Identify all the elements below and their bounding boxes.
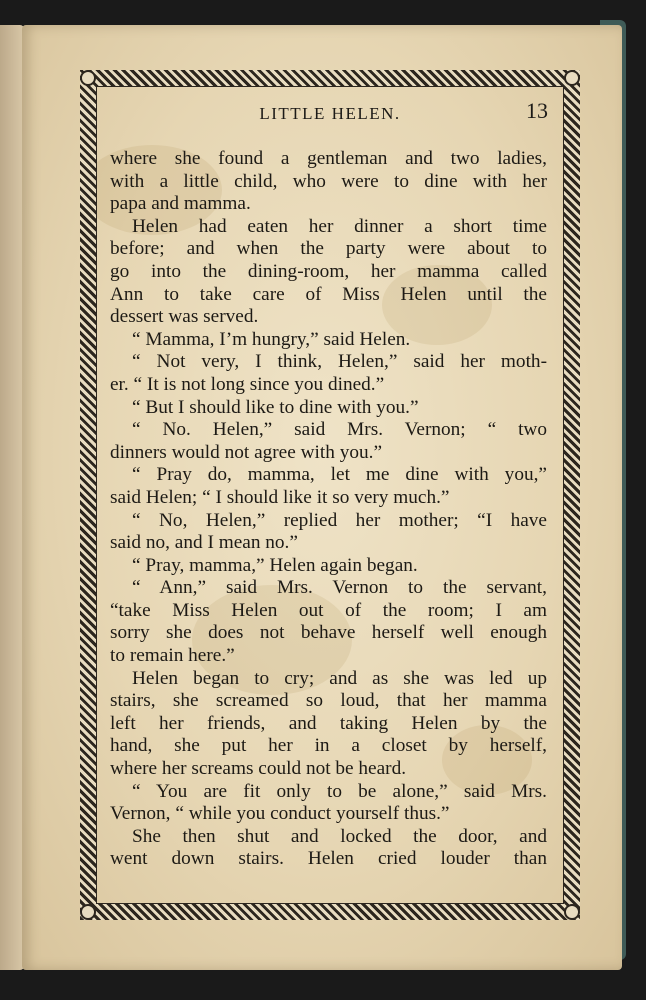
- text-line: “ Pray, mamma,” Helen again began.: [132, 554, 418, 576]
- text-line: left her friends, and taking Helen by the: [110, 712, 547, 734]
- text-line: to remain here.”: [110, 645, 235, 667]
- text-line: “ But I should like to dine with you.”: [132, 396, 419, 418]
- page-header: [112, 98, 548, 130]
- text-line: papa and mamma.: [110, 193, 251, 215]
- text-line: “ You are fit only to be alone,” said Mrs.: [132, 780, 547, 802]
- text-line: “ Ann,” said Mrs. Vernon to the servant,: [132, 577, 547, 599]
- text-line: with a little child, who were to dine with her: [110, 170, 547, 192]
- text-line: go into the dining-room, her mamma called: [110, 260, 547, 282]
- text-line: went down stairs. Helen cried louder than: [110, 848, 547, 870]
- text-line: “ Pray do, mamma, let me dine with you,”: [132, 464, 547, 486]
- text-line: er. “ It is not long since you dined.”: [110, 373, 385, 395]
- border-corner-ornament: [80, 904, 96, 920]
- text-line: dessert was served.: [110, 306, 259, 328]
- text-line: Helen had eaten her dinner a short time: [132, 215, 547, 237]
- text-line: where her screams could not be heard.: [110, 758, 407, 780]
- text-line: “ No. Helen,” said Mrs. Vernon; “ two: [132, 419, 547, 441]
- text-line: “ No, Helen,” replied her mother; “I have: [132, 509, 547, 531]
- text-line: where she found a gentleman and two ladies,: [110, 148, 547, 169]
- running-head: LITTLE HELEN.: [259, 104, 401, 123]
- text-line: stairs, she screamed so loud, that her mamma: [110, 690, 547, 712]
- text-line: Vernon, “ while you conduct yourself thus.”: [110, 803, 450, 825]
- text-line: hand, she put her in a closet by herself,: [110, 735, 547, 757]
- text-line: “ Not very, I think, Helen,” said her moth-: [132, 351, 547, 373]
- page-number: 13: [526, 98, 548, 123]
- border-corner-ornament: [80, 70, 96, 86]
- body-text: [110, 148, 547, 871]
- text-line: “ Mamma, I’m hungry,” said Helen.: [132, 328, 411, 350]
- text-line: “take Miss Helen out of the room; I am: [110, 599, 547, 621]
- border-corner-ornament: [564, 904, 580, 920]
- text-line: Helen began to cry; and as she was led up: [132, 667, 547, 689]
- text-line: said Helen; “ I should like it so very much.”: [110, 486, 450, 508]
- left-page-edge: [0, 25, 24, 970]
- text-line: Ann to take care of Miss Helen until the: [110, 283, 547, 305]
- border-corner-ornament: [564, 70, 580, 86]
- text-line: sorry she does not behave herself well enough: [110, 622, 547, 644]
- text-line: before; and when the party were about to: [110, 238, 547, 260]
- text-line: dinners would not agree with you.”: [110, 441, 383, 463]
- text-line: said no, and I mean no.”: [110, 532, 298, 554]
- text-line: She then shut and locked the door, and: [132, 825, 547, 847]
